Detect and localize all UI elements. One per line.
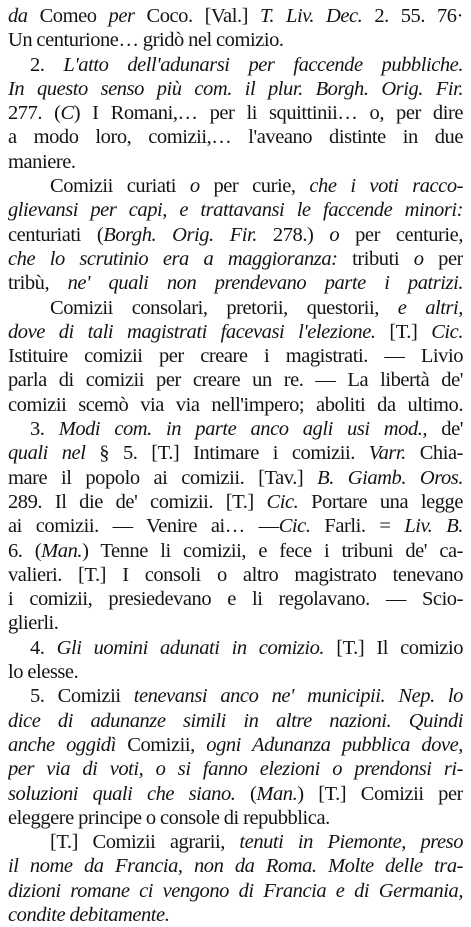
italic-text: e altri, <box>397 296 463 319</box>
roman-text: tributi <box>337 247 414 270</box>
text-line <box>8 101 463 125</box>
roman-text: lo elesse. <box>8 661 79 684</box>
text-line <box>8 344 463 368</box>
italic-text: ne' quali non prendevano parte i patrizi. <box>67 272 463 295</box>
text-line <box>8 903 463 927</box>
roman-text: Farli. = <box>310 515 405 538</box>
roman-text: mare il popolo ai comizii. [Tav.] <box>8 466 318 489</box>
text-line <box>8 53 463 77</box>
roman-text: 277. ( <box>8 102 61 125</box>
text-line <box>8 198 463 222</box>
roman-text: per <box>423 247 463 270</box>
italic-text: Cic. <box>278 515 311 538</box>
roman-text: Coco. [Val.] <box>134 5 260 27</box>
roman-text: [T.] Comizii agrarii, <box>50 831 240 854</box>
roman-text: per centurie, <box>339 223 463 246</box>
text-line <box>8 417 463 441</box>
roman-text: Chia- <box>405 442 463 465</box>
roman-text: tribù, <box>8 272 68 295</box>
italic-text: condite debitamente. <box>8 903 170 926</box>
text-line <box>8 757 463 781</box>
text-line <box>8 539 463 563</box>
italic-text: Liv. B. <box>404 515 463 538</box>
text-line <box>8 466 463 490</box>
roman-text: 289. Il die de' comizii. [T.] <box>8 490 267 513</box>
italic-text: per via di voti, o si fanno elezioni o prendonsi ri- <box>8 758 463 781</box>
italic-text: B. Giamb. Oros. <box>317 466 463 489</box>
roman-text: 2. <box>30 53 64 76</box>
text-line <box>8 441 463 465</box>
text-line <box>8 636 463 660</box>
italic-text: T. Liv. Dec. <box>259 5 363 27</box>
text-line <box>8 296 463 320</box>
roman-text: Un centurione… gridò nel comizio. <box>8 29 284 52</box>
italic-text: In questo senso più com. il plur. Borgh. Orig. Fir. <box>8 77 463 100</box>
text-line <box>8 830 463 854</box>
italic-text: Gli uomini adunati in comizio. <box>56 636 325 659</box>
roman-text: maniere. <box>8 150 76 173</box>
roman-text: Portare una legge <box>298 490 463 513</box>
roman-text: per curie, <box>199 175 310 198</box>
roman-text: [T.] Il comizio <box>324 636 463 659</box>
italic-text: dove di tali magistrati facevasi l'elezione. <box>8 320 376 343</box>
text-line <box>8 854 463 878</box>
italic-text: che lo scrutinio era a maggioranza: <box>8 247 338 270</box>
italic-text: ogni Adunanza pubblica dove, <box>206 733 463 756</box>
roman-text: centuriati ( <box>8 223 104 246</box>
italic-text: glievansi per capi, e trattavansi le faccende minori: <box>8 199 463 222</box>
roman-text: ) Tenne li comizii, e fece i tribuni de' ca- <box>82 539 463 562</box>
roman-text: 2. 55. 76· <box>362 5 463 27</box>
text-line <box>8 28 463 52</box>
italic-text: o <box>329 223 340 246</box>
italic-text: Man. <box>256 782 298 805</box>
italic-text: il nome da Francia, non da Roma. Molte delle tra- <box>8 855 463 878</box>
italic-text: o <box>189 175 200 198</box>
roman-text: eleggere principe o console di repubblica. <box>8 806 330 829</box>
italic-text: Borgh. Orig. Fir. <box>103 223 257 246</box>
text-line <box>8 709 463 733</box>
roman-text: i comizii, presiedevano e li regolavano. — Scio- <box>8 588 463 611</box>
roman-text: de' <box>427 418 463 441</box>
roman-text: glierli. <box>8 612 59 635</box>
roman-text: Comizii, <box>115 733 207 756</box>
italic-text: o <box>413 247 424 270</box>
roman-text: Comizii consolari, pretorii, questorii, <box>50 296 398 319</box>
italic-text: anche oggidì <box>8 733 116 756</box>
roman-text: Istituire comizii per creare i magistrati. — Livio <box>8 345 463 368</box>
roman-text: 3. <box>30 418 59 441</box>
italic-text: quali nel <box>8 442 86 465</box>
roman-text: [T.] <box>375 320 432 343</box>
text-line <box>8 368 463 392</box>
italic-text: Modi com. in parte anco agli usi mod., <box>58 418 428 441</box>
text-line <box>8 806 463 830</box>
text-line <box>8 514 463 538</box>
italic-text: L'atto dell'adunarsi per faccende pubbliche. <box>63 53 463 76</box>
roman-text: ) I Romani,… per li squittinii… o, per dire <box>73 102 463 125</box>
italic-text: Cic. <box>431 320 463 343</box>
text-line <box>8 660 463 684</box>
italic-text: Varr. <box>368 442 406 465</box>
roman-text: Comizii curiati <box>50 175 190 198</box>
italic-text: dizioni romane ci vengono di Francia e di Germania, <box>8 879 463 902</box>
roman-text: parla di comizii per creare un re. — La libertà de' <box>8 369 463 392</box>
roman-text: 5. Comizii <box>30 685 134 708</box>
roman-text: valieri. [T.] I consoli o altro magistrato tenevano <box>8 563 463 586</box>
text-line <box>8 733 463 757</box>
text-line <box>8 611 463 635</box>
italic-text: per <box>108 5 135 27</box>
text-line <box>8 684 463 708</box>
text-line <box>8 393 463 417</box>
text-line <box>8 77 463 101</box>
text-line <box>8 174 463 198</box>
italic-text: dice di adunanze simili in altre nazioni. Quindi <box>8 709 463 732</box>
text-line <box>8 271 463 295</box>
roman-text: 278.) <box>256 223 330 246</box>
text-line <box>8 782 463 806</box>
roman-text: a modo loro, comizii,… l'aveano distinte in due <box>8 126 463 149</box>
roman-text: comizii scemò via via nell'impero; aboliti da ultimo. <box>8 393 463 416</box>
roman-text: ) [T.] Comizii per <box>297 782 463 805</box>
roman-text: § 5. [T.] Intimare i comizii. <box>85 442 369 465</box>
text-line <box>8 4 463 28</box>
text-line <box>8 563 463 587</box>
text-line <box>8 879 463 903</box>
text-line <box>8 320 463 344</box>
roman-text: Comeo <box>27 5 109 27</box>
roman-text: ai comizii. — Venire ai… — <box>8 515 279 538</box>
text-line <box>8 247 463 271</box>
italic-text: Man. <box>41 539 83 562</box>
italic-text: Cic. <box>266 490 299 513</box>
roman-text: 4. <box>30 636 57 659</box>
italic-text: C <box>60 102 74 125</box>
italic-text: tenuti in Piemonte, preso <box>239 831 463 854</box>
roman-text: 6. ( <box>8 539 42 562</box>
text-line <box>8 587 463 611</box>
text-line <box>8 490 463 514</box>
text-line <box>8 150 463 174</box>
text-line <box>8 223 463 247</box>
italic-text: da <box>8 5 28 27</box>
italic-text: tenevansi anco ne' municipii. Nep. lo <box>133 685 463 708</box>
text-line <box>8 125 463 149</box>
italic-text: che i voti racco- <box>309 175 463 198</box>
roman-text: ( <box>235 782 257 805</box>
italic-text: soluzioni quali che siano. <box>8 782 236 805</box>
